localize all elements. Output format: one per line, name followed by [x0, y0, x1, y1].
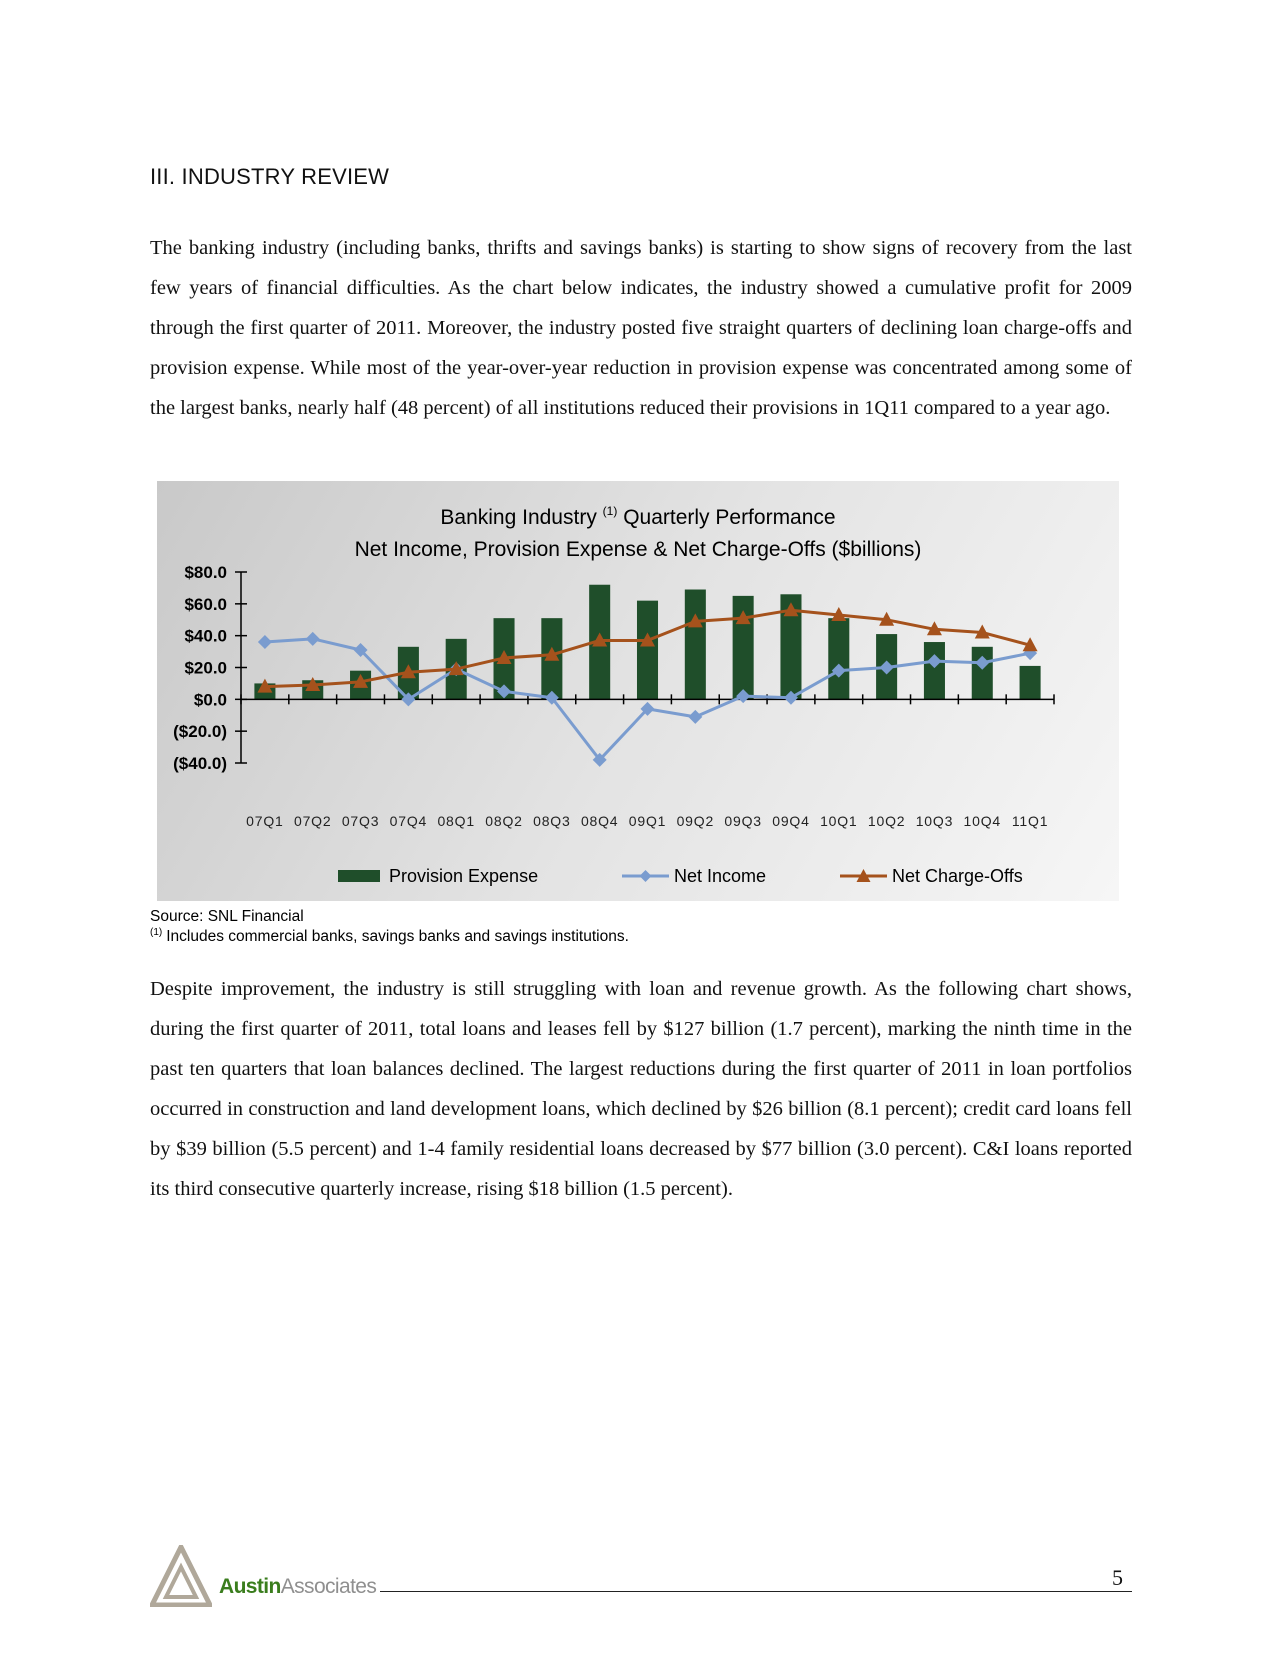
x-tick-label: 08Q4: [580, 813, 619, 829]
legend-marker-net-income: [640, 870, 652, 882]
bar-provision-expense-09Q1: [637, 601, 658, 700]
legend-label-net-charge-offs: Net Charge-Offs: [892, 866, 1023, 886]
y-tick-label: $20.0: [184, 658, 227, 678]
bar-provision-expense-11Q1: [1020, 666, 1041, 699]
x-tick-label: 08Q1: [437, 813, 475, 829]
austin-associates-logo-icon: [150, 1545, 212, 1607]
y-tick-label: $60.0: [184, 594, 227, 614]
x-tick-label: 07Q2: [294, 813, 332, 829]
chart-source: Source: SNL Financial: [150, 908, 304, 925]
legend-label-net-income: Net Income: [674, 866, 767, 886]
bar-provision-expense-10Q4: [972, 647, 993, 700]
x-tick-label: 09Q4: [772, 813, 810, 829]
x-tick-label: 09Q1: [628, 813, 667, 829]
chart-title-part1: Banking Industry: [440, 506, 597, 529]
y-tick-label: ($20.0): [173, 722, 227, 742]
y-tick-label: ($40.0): [173, 754, 227, 773]
x-tick-label: 10Q1: [820, 813, 858, 829]
point-net-income-07Q1: [258, 635, 272, 649]
chart-footnote: [150, 927, 629, 946]
bar-provision-expense-10Q1: [828, 618, 849, 699]
chart-legend: [338, 866, 1023, 886]
y-tick-label: $40.0: [184, 626, 227, 646]
chart-title: [440, 497, 835, 529]
loan-growth-paragraph: Despite improvement, the industry is still struggling with loan and revenue growth. As the following chart shows, during the first quarter of 2011, total loans and leases fell by $127 billion (1.7 percent), marking the ninth time in the past ten quarters that loan balances declined. The largest reductions during the first quarter of 2011 in loan portfolios occurred in construction and land development loans, which declined by $26 billion (8.1 percent); credit card loans fell by $39 billion (5.5 percent) and 1-4 family residential loans decreased by $77 billion (3.0 percent). C&I loans reported its third consecutive quarterly increase, rising $18 billion (1.5 percent).: [150, 978, 1132, 1200]
x-tick-label: 07Q3: [341, 813, 380, 829]
performance-chart: [157, 481, 1119, 901]
chart-panel: [157, 481, 1119, 901]
chart-title-superscript: (1): [602, 504, 618, 518]
y-tick-label: $0.0: [193, 690, 227, 710]
x-tick-label: 10Q2: [867, 813, 906, 829]
intro-paragraph: The banking industry (including banks, thrifts and savings banks) is starting to show signs of recovery from the last few years of financial difficulties. As the chart below indicates, the industry showed a cumulative profit for 2009 through the first quarter of 2011. Moreover, the industry posted five straight quarters of declining loan charge-offs and provision expense. While most of the year-over-year reduction in provision expense was concentrated among some of the largest banks, nearly half (48 percent) of all institutions reduced their provisions in 1Q11 compared to a year ago.: [150, 237, 1132, 419]
section-heading: III. INDUSTRY REVIEW: [150, 164, 390, 189]
page-number: 5: [1112, 1565, 1123, 1590]
legend-label-provision-expense: Provision Expense: [389, 866, 539, 886]
legend-swatch-provision-expense: [338, 870, 380, 882]
brand-associates: Associates: [280, 1575, 377, 1598]
bar-provision-expense-10Q3: [924, 642, 945, 699]
point-net-income-07Q2: [306, 632, 320, 646]
x-tick-label: 07Q4: [389, 813, 428, 829]
chart-title-part2: Quarterly Performance: [623, 506, 836, 529]
y-tick-label: $80.0: [184, 563, 227, 582]
x-tick-label: 10Q3: [915, 813, 954, 829]
footnote-text: Includes commercial banks, savings banks and savings institutions.: [166, 928, 629, 945]
x-tick-label: 10Q4: [963, 813, 1001, 829]
footer-rule: [380, 1591, 1132, 1592]
x-tick-label: 08Q3: [533, 813, 571, 829]
x-tick-label: 09Q2: [676, 813, 715, 829]
x-tick-label: 09Q3: [724, 813, 762, 829]
brand-austin: Austin: [219, 1575, 281, 1598]
x-tick-label: 08Q2: [485, 813, 523, 829]
footer-brand: [219, 1575, 376, 1599]
x-tick-label: 07Q1: [246, 813, 284, 829]
bar-provision-expense-09Q2: [685, 590, 706, 700]
x-tick-label: 11Q1: [1011, 813, 1049, 829]
point-net-income-09Q2: [688, 710, 702, 724]
chart-subtitle: Net Income, Provision Expense & Net Charge-Offs ($billions): [354, 538, 922, 561]
footnote-marker: (1): [150, 927, 163, 938]
